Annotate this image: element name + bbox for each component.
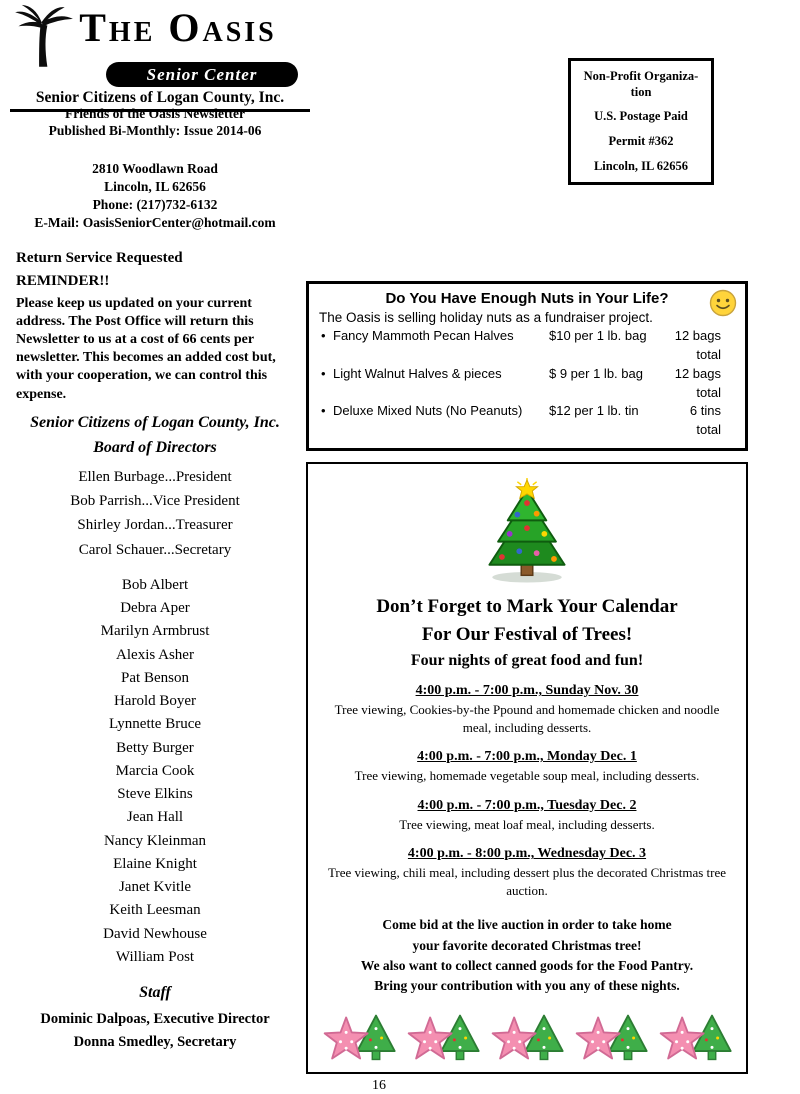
- reminder-title: REMINDER!!: [16, 272, 110, 289]
- newsletter-title: Friends of the Oasis Newsletter: [65, 106, 245, 121]
- christmas-tree-image: [468, 478, 586, 584]
- board-member: Jean Hall: [126, 809, 184, 826]
- nut-price: $ 9 per 1 lb. bag: [549, 365, 643, 381]
- star-tree-cookie-icon: [656, 1010, 740, 1066]
- board-title: Board of Directors: [93, 438, 217, 456]
- smiley-icon: [709, 289, 737, 317]
- board-member: Pat Benson: [121, 669, 189, 686]
- nut-name: • Fancy Mammoth Pecan Halves: [319, 327, 549, 365]
- event-description: Tree viewing, Cookies-by-the Ppound and homemade chicken and noodle meal, including desserts.: [334, 702, 720, 735]
- staff-list: [6, 1008, 304, 1053]
- event-description: Tree viewing, chili meal, including dessert plus the decorated Christmas tree auction.: [327, 865, 727, 898]
- closing-line: your favorite decorated Christmas tree!: [412, 937, 642, 953]
- event-time: 4:00 p.m. - 7:00 p.m., Sunday Nov. 30: [415, 683, 639, 699]
- nut-name: • Light Walnut Halves & pieces: [319, 365, 549, 403]
- closing-line: Come bid at the live auction in order to take home: [382, 917, 672, 933]
- festival-of-trees-box: [306, 462, 748, 1074]
- address-block: [6, 160, 304, 233]
- nut-qty: 6 tins total: [689, 403, 721, 438]
- nuts-intro: The Oasis is selling holiday nuts as a fundraiser project.: [319, 310, 653, 325]
- postage-line: U.S. Postage Paid: [594, 109, 688, 124]
- newsletter-info: [6, 106, 304, 140]
- left-column: [6, 106, 304, 1053]
- board-member: Elaine Knight: [113, 855, 197, 872]
- board-member: Betty Burger: [116, 739, 194, 756]
- postage-line: Lincoln, IL 62656: [593, 158, 689, 173]
- star-tree-cookie-icon: [404, 1010, 488, 1066]
- board-member: Keith Leesman: [109, 902, 201, 919]
- board-member: Marilyn Armbrust: [100, 623, 210, 640]
- postage-line: Non-Profit Organiza-: [583, 69, 699, 83]
- board-member: William Post: [115, 948, 195, 965]
- board-officer: Ellen Burbage...President: [78, 468, 232, 485]
- star-tree-cookie-icon: [488, 1010, 572, 1066]
- festival-event: [351, 749, 704, 785]
- postage-permit-box: [568, 58, 714, 185]
- festival-event: [395, 798, 659, 834]
- event-time: 4:00 p.m. - 7:00 p.m., Tuesday Dec. 2: [417, 797, 637, 813]
- festival-closing-lines: [361, 915, 693, 996]
- page-number: 16: [372, 1078, 386, 1094]
- board-officer: Carol Schauer...Secretary: [78, 541, 232, 558]
- nuts-item-row: [319, 402, 735, 440]
- logo-subtitle-band: [106, 62, 298, 87]
- event-time: 4:00 p.m. - 7:00 p.m., Monday Dec. 1: [417, 749, 637, 765]
- nut-name: • Deluxe Mixed Nuts (No Peanuts): [319, 402, 549, 440]
- right-column: [306, 281, 748, 1094]
- postage-line: Permit #362: [608, 133, 674, 148]
- nut-price: $10 per 1 lb. bag: [549, 328, 647, 343]
- cookie-decorations: [318, 1006, 736, 1066]
- postage-line: tion: [630, 84, 652, 99]
- board-member: Alexis Asher: [116, 646, 194, 663]
- board-member: Debra Aper: [120, 600, 190, 617]
- festival-event: [318, 683, 736, 736]
- star-tree-cookie-icon: [320, 1010, 404, 1066]
- nuts-title: Do You Have Enough Nuts in Your Life?: [385, 290, 669, 307]
- star-tree-cookie-icon: [572, 1010, 656, 1066]
- email-line: E-Mail: OasisSeniorCenter@hotmail.com: [34, 215, 276, 231]
- nuts-price-list: [319, 327, 735, 440]
- staff-member: Donna Smedley, Secretary: [73, 1033, 237, 1050]
- board-member: Janet Kvitle: [118, 879, 192, 896]
- closing-line: Bring your contribution with you any of these nights.: [374, 978, 680, 994]
- festival-heading-3: Four nights of great food and fun!: [410, 652, 644, 670]
- event-time: 4:00 p.m. - 8:00 p.m., Wednesday Dec. 3: [407, 846, 647, 862]
- event-description: Tree viewing, meat loaf meal, including desserts.: [399, 816, 655, 832]
- logo-subtitle: Senior Center: [146, 64, 258, 84]
- board-officers: [6, 465, 304, 562]
- nut-qty: 12 bags total: [674, 328, 721, 362]
- board-org-title: Senior Citizens of Logan County, Inc.: [30, 413, 280, 431]
- board-member: Lynnette Bruce: [108, 716, 202, 733]
- masthead: [10, 4, 310, 112]
- board-of-directors: [6, 414, 304, 1053]
- return-service-line: Return Service Requested: [16, 249, 183, 266]
- nuts-fundraiser-box: [306, 281, 748, 451]
- board-member: Marcia Cook: [115, 762, 195, 779]
- oasis-logo: [10, 4, 310, 62]
- board-member: Harold Boyer: [113, 693, 197, 710]
- board-officer: Bob Parrish...Vice President: [70, 493, 240, 510]
- nuts-item-row: [319, 327, 735, 365]
- nuts-item-row: [319, 365, 735, 403]
- event-description: Tree viewing, homemade vegetable soup meal, including desserts.: [354, 768, 700, 784]
- logo-title: The Oasis: [79, 5, 277, 50]
- address-street: 2810 Woodlawn Road: [92, 160, 218, 176]
- address-city: Lincoln, IL 62656: [104, 178, 206, 194]
- staff-member: Dominic Dalpoas, Executive Director: [40, 1011, 270, 1028]
- festival-heading-1: Don’t Forget to Mark Your Calendar: [376, 596, 678, 618]
- board-members: [6, 574, 304, 969]
- board-member: Steve Elkins: [117, 786, 193, 803]
- nut-qty: 12 bags total: [674, 365, 721, 400]
- board-member: Bob Albert: [121, 576, 189, 593]
- reminder-body: Please keep us updated on your current address. The Post Office will return this Newsletter to us at a cost of 66 cents per newsletter. This becomes an added cost but, with your cooperation, we can control this expense.: [16, 295, 276, 402]
- board-member: Nancy Kleinman: [103, 832, 207, 849]
- festival-heading-2: For Our Festival of Trees!: [421, 624, 633, 646]
- festival-event: [318, 846, 736, 899]
- phone-line: Phone: (217)732-6132: [92, 197, 218, 213]
- board-officer: Shirley Jordan...Treasurer: [77, 517, 233, 534]
- org-line: Senior Citizens of Logan County, Inc.: [10, 89, 310, 112]
- staff-title: Staff: [139, 984, 171, 1002]
- board-member: David Newhouse: [103, 925, 207, 942]
- closing-line: We also want to collect canned goods for the Food Pantry.: [360, 957, 694, 973]
- nut-price: $12 per 1 lb. tin: [549, 403, 639, 419]
- newsletter-issue: Published Bi-Monthly: Issue 2014-06: [48, 122, 262, 138]
